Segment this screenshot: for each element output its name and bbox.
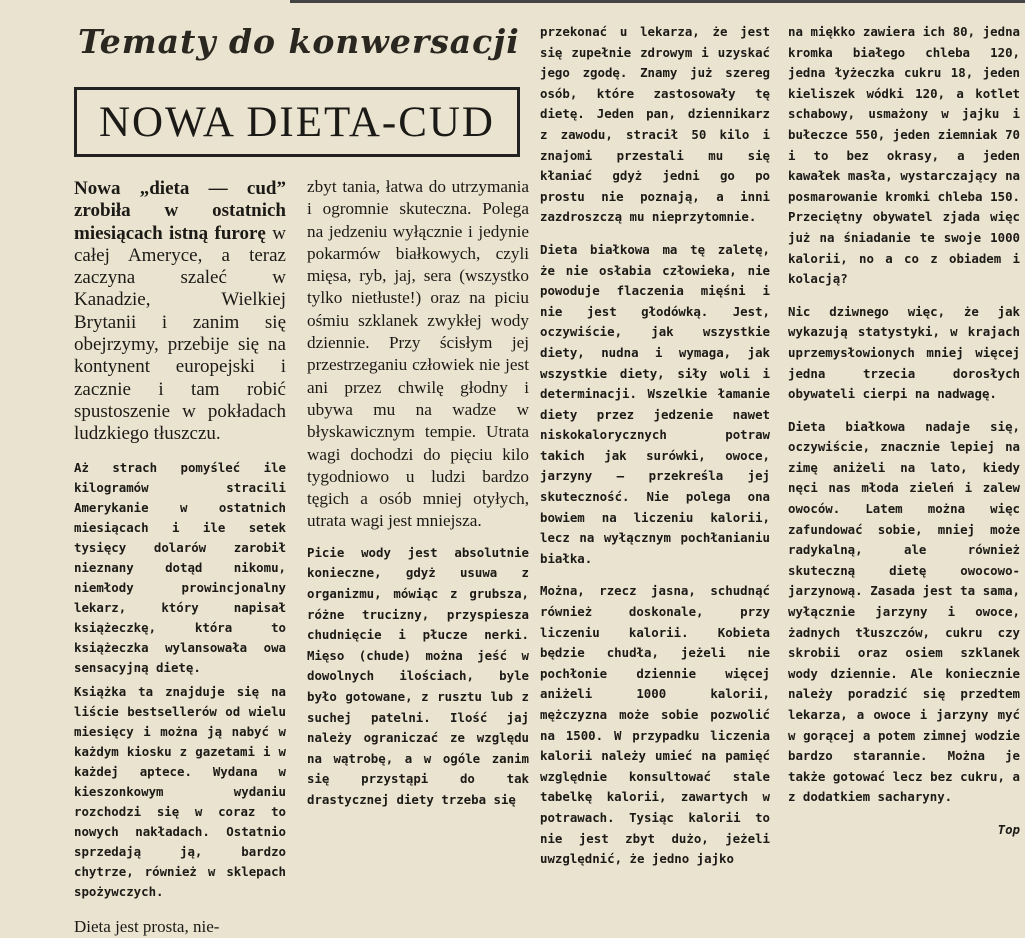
article-headline xyxy=(74,87,520,157)
paragraph: Dieta jest prosta, nie- xyxy=(74,916,220,936)
paragraph: Książka ta znajduje się na liście bestsellerów od wielu miesięcy i można ją nabyć w każdym kiosku z gazetami i w każdej aptece. Wydana w kieszonkowym wydaniu rozchodzi się w coraz to nowych nakładach. Ostatnio sprzedają ją, bardzo chytrze, również w sklepach spożywczych. xyxy=(74,683,286,899)
paragraph: Aż strach pomyśleć ile kilogramów stracili Amerykanie w ostatnich miesiącach i ile setek tysięcy dolarów zarobił nieznany dotąd nikomu, niemłody prowincjonalny lekarz, który napisał książeczkę, która to książeczka wylansowała owa sensacyjną dietę. xyxy=(74,459,286,675)
paragraph: na miękko zawiera ich 80, jedna kromka białego chleba 120, jedna łyżeczka cukru 18, jeden kieliszek wódki 120, a kotlet schabowy, usmażony w jajku i bułeczce 550, jeden ziemniak 70 i to bez okrasy, a jeden kawałek masła, wystarczający na posmarowanie kromki chleba 150. Przeciętny obywatel zjada więc już na śniadanie te swoje 1000 kalorii, no a co z obiadem i kolacją? xyxy=(788,24,1020,287)
lead-bold: Nowa „dieta — cud” zrobiła w ostatnich miesiącach istną furorę xyxy=(74,178,286,244)
top-rule xyxy=(290,0,1025,3)
column-3 xyxy=(540,22,770,867)
paragraph: przekonać u lekarza, że jest się zupełnie zdrowym i uzyskać jego zgodę. Znamy już szereg osób, które zastosowały tę dietę. Jeden pan, dziennikarz z zawodu, stracił 50 kilo i znajomi przestali mu się kłaniać gdyż jedni go po prostu nie poznają, a inni zazdroszczą mu nieprzytomnie. xyxy=(540,24,770,225)
section-rubric: Tematy do konwersacji xyxy=(78,22,520,61)
paragraph: Można, rzecz jasna, schudnąć również doskonale, przy liczeniu kalorii. Kobieta będzie chudła, jeżeli nie pochłonie dziennie więcej aniżeli 1000 kalorii, mężczyzna może sobie pozwolić na 1500. W przypadku liczenia kalorii należy umieć na pamięć względnie konsultować stale tabelkę kalorii, zawartych w potrawach. Tysiąc kalorii to nie jest zbyt dużo, jeżeli uwzględnić, że jedno jajko xyxy=(540,583,770,867)
column-2 xyxy=(307,176,529,807)
column-4 xyxy=(788,22,1020,837)
paragraph: zbyt tania, łatwa do utrzymania i ogromnie skuteczna. Polega na jedzeniu wyłącznie i jedynie pokarmów białkowych, czyli mięsa, ryb, jaj, sera (wszystko tylko nietłuste!) oraz na piciu ośmiu szklanek zwykłej wody dziennie. Przy ścisłym jej przestrzeganiu człowiek nie jest ani przez chwilę głodny i ubywa mu na wadze w błyskawicznym tempie. Utrata wagi dochodzi do pięciu kilo tygodniowo u ludzi bardzo tęgich a osób mniej otyłych, utrata wagi jest mniejsza. xyxy=(307,177,529,531)
column-1 xyxy=(74,178,286,936)
paragraph: Dieta białkowa ma tę zaletę, że nie osłabia człowieka, nie powoduje flaczenia mięśni i nie jest głodówką. Jest, oczywiście, jak wszystkie diety, nudna i wymaga, jak wszystkie diety, siły woli i determinacji. Wszelkie łamanie diety przez jedzenie nawet niskokalorycznych potraw takich jak surówki, owoce, jarzyny — przekreśla jej skuteczność. Nie polega ona bowiem na liczeniu kalorii, lecz na wyłącznym pochłanianiu białka. xyxy=(540,241,770,566)
author-signature: Top xyxy=(997,821,1020,837)
lead-rest: w całej Ameryce, a teraz zaczyna szaleć w Kanadzie, Wielkiej Brytanii i zanim się obejrzymy, przebije się na kontynent europejski i zacznie i tam robić spustoszenie w pokładach ludzkiego tłuszczu. xyxy=(74,222,286,445)
paragraph: Nic dziwnego więc, że jak wykazują statystyki, w krajach uprzemysłowionych mniej więcej jedna trzecia dorosłych obywateli cierpi na nadwagę. xyxy=(788,303,1020,402)
lead-paragraph xyxy=(74,178,286,446)
paragraph: Dieta białkowa nadaje się, oczywiście, znacznie lepiej na zimę aniżeli na lato, kiedy nęci nas młoda zieleń i zalew owoców. Latem można więc zafundować sobie, mniej może radykalną, ale również skuteczną dietę owocowo-jarzynową. Zasada jest ta sama, wyłącznie jarzyny i owoce, żadnych tłuszczów, cukru czy skrobii oraz osiem szklanek wody dziennie. Ale koniecznie należy poradzić się przedtem lekarza, a owoce i jarzyny myć w gorącej a potem zimnej wodzie bardzo starannie. Można je także gotować lecz bez cukru, a z dodatkiem sacharyny. xyxy=(788,418,1020,805)
paragraph: Picie wody jest absolutnie konieczne, gdyż usuwa z organizmu, mówiąc z grubsza, różne trucizny, przyspiesza chudnięcie i płucze nerki. Mięso (chude) można jeść w dowolnych ilościach, byle było gotowane, z rusztu lub z suchej patelni. Ilość jaj należy ograniczać ze względu na wątrobę, a w ogóle zanim się przystąpi do tak drastycznej diety trzeba się xyxy=(307,544,529,807)
headline-text: NOWA DIETA-CUD xyxy=(99,98,495,146)
